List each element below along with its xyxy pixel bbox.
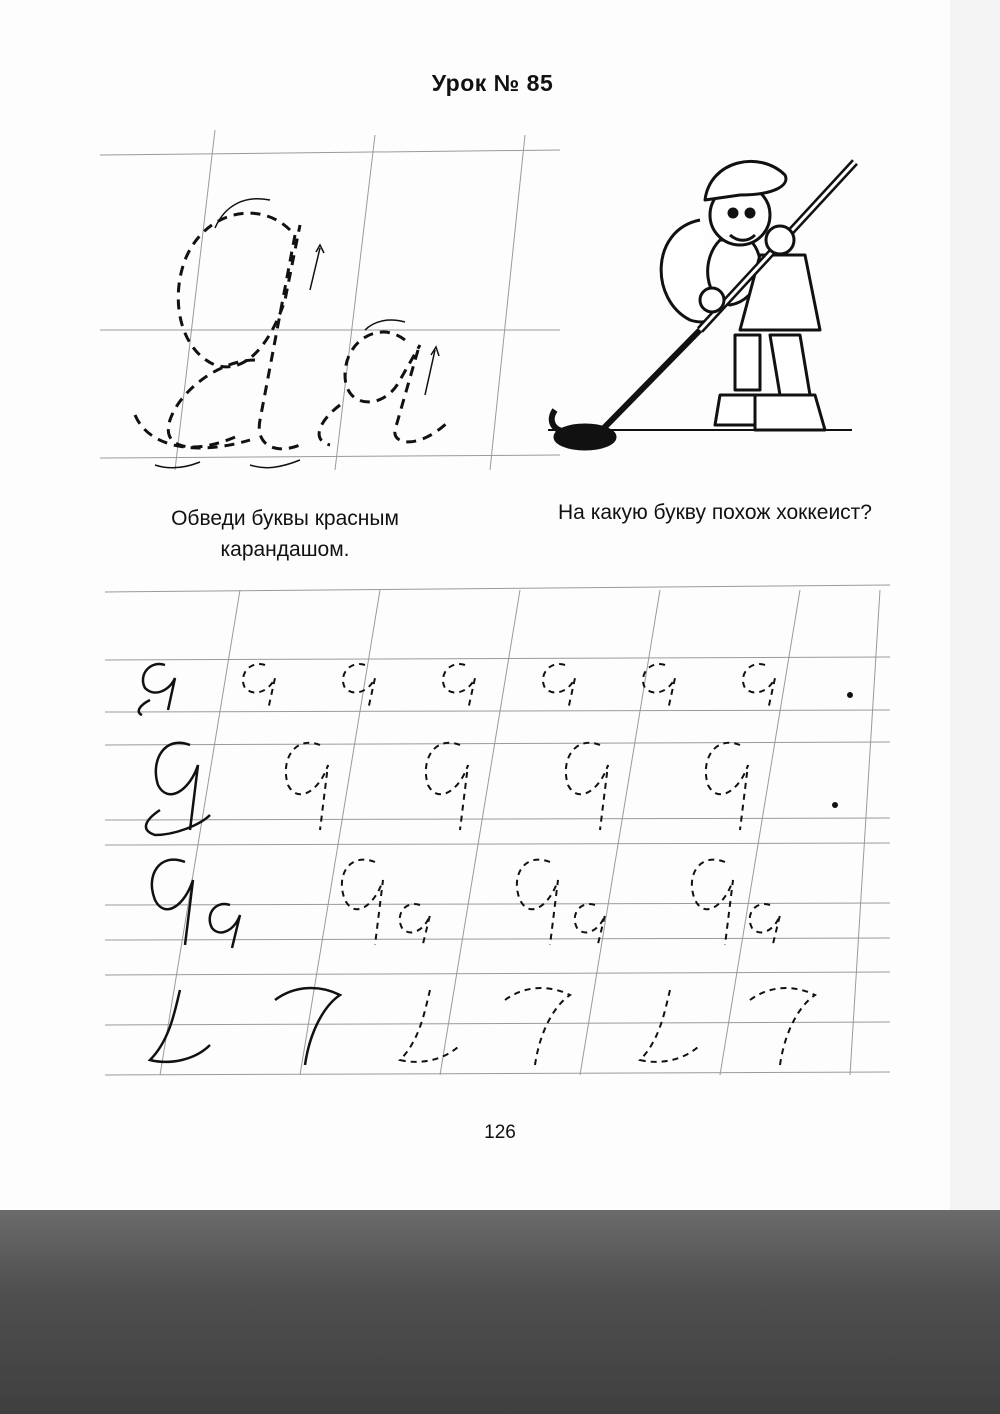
row-end-dot [847,692,853,698]
instruction-question: На какую букву похож хоккеист? [558,501,872,524]
row-ya-pair [152,860,240,948]
row-capital-ya-dashed [286,743,748,830]
dashed-capital-ya [135,213,300,449]
hockey-player-illustration [548,161,855,449]
row-end-dot [832,802,838,808]
row-small-ya-dashed [243,664,775,710]
dashed-small-ya [319,332,450,445]
instruction-trace: Обведи буквы красным карандашом. [171,507,399,561]
practice-grid [105,585,890,1075]
lesson-title: Урок № 85 [431,70,554,96]
row-capital-ya [146,743,210,835]
page-number: 126 [484,1122,516,1143]
row-small-ya [139,664,175,715]
row-elements [150,988,340,1065]
row-elements-dashed [400,988,815,1065]
